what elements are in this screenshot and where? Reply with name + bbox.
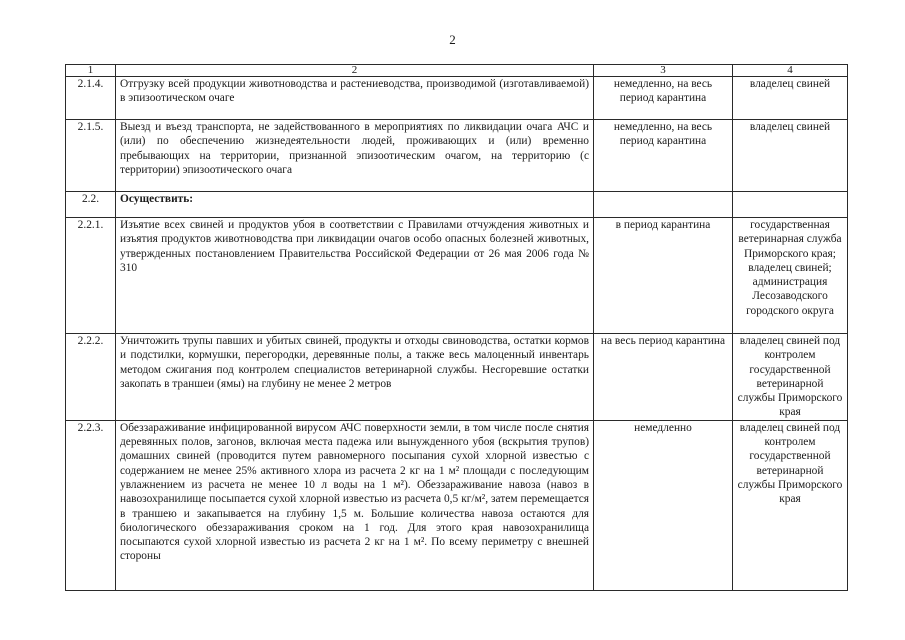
measure-text: Уничтожить трупы павших и убитых свиней, продукты и отходы свиноводства, остатки кормов и подстилки, кормушки, перегородки, деревянные полы, а также весь малоценный инвентарь методом сжигания под контролем специалистов ветеринарной службы. Несгоревшие остатки закопать в траншеи (ямы) на глубину не менее 2 метров [116, 334, 594, 421]
item-number: 2.1.4. [66, 77, 116, 120]
responsible: владелец свиней под контролем государственной ветеринарной службы Приморского края [733, 420, 848, 590]
table-header-row [66, 65, 848, 77]
table-row [66, 77, 848, 120]
measure-text: Изъятие всех свиней и продуктов убоя в соответствии с Правилами отчуждения животных и изъятия продуктов животноводства при ликвидации очагов особо опасных болезней животных, утвержденных постановлением Правительства Российской Федерации от 26 мая 2006 года № 310 [116, 218, 594, 334]
column-header-1: 1 [66, 65, 116, 77]
deadline [594, 192, 733, 218]
item-number: 2.2.2. [66, 334, 116, 421]
deadline: в период карантина [594, 218, 733, 334]
table-row [66, 120, 848, 192]
responsible [733, 192, 848, 218]
page-number: 2 [449, 32, 456, 47]
responsible: владелец свиней [733, 77, 848, 120]
table-row [66, 420, 848, 590]
measure-text: Обеззараживание инфицированной вирусом АЧС поверхности земли, в том числе после снятия деревянных полов, загонов, включая места падежа или вынужденного убоя (вскрытия трупов) домашних свиней (проводится путем равномерного посыпания сухой хлорной известью с содержанием не менее 25% активного хлора из расчета 2 кг на 1 м² площади с последующим увлажнением из расчета не менее 10 л воды на 1 м²). Обеззараживание навоза (навоз в навозохранилище посыпается сухой хлорной известью из расчета 0,5 кг/м², затем перемещается в траншею и закапывается на глубину 1,5 м. Большие количества навоза остаются для биологического обеззараживания сроком на 1 год. Для этого края навозохранилища посыпаются сухой хлорной известью из расчета 2 кг на 1 м². По всему периметру с внешней стороны [116, 420, 594, 590]
deadline: немедленно, на весь период карантина [594, 120, 733, 192]
section-heading: Осуществить: [116, 192, 594, 218]
column-header-2: 2 [116, 65, 594, 77]
table-row [66, 192, 848, 218]
deadline: на весь период карантина [594, 334, 733, 421]
measures-table [65, 64, 848, 591]
responsible: владелец свиней под контролем государственной ветеринарной службы Приморского края [733, 334, 848, 421]
measure-text: Выезд и въезд транспорта, не задействованного в мероприятиях по ликвидации очага АЧС и (или) по обеспечению жизнедеятельности людей, проживающих и (или) временно пребывающих на территории, признанной эпизоотическим очагом, на территорию (с территории) эпизоотического очага [116, 120, 594, 192]
measure-text: Отгрузку всей продукции животноводства и растениеводства, производимой (изготавливаемой) в эпизоотическом очаге [116, 77, 594, 120]
item-number: 2.1.5. [66, 120, 116, 192]
deadline: немедленно, на весь период карантина [594, 77, 733, 120]
item-number: 2.2.1. [66, 218, 116, 334]
responsible: владелец свиней [733, 120, 848, 192]
table-row [66, 334, 848, 421]
deadline: немедленно [594, 420, 733, 590]
item-number: 2.2.3. [66, 420, 116, 590]
column-header-3: 3 [594, 65, 733, 77]
column-header-4: 4 [733, 65, 848, 77]
item-number: 2.2. [66, 192, 116, 218]
table-row [66, 218, 848, 334]
responsible: государственная ветеринарная служба Приморского края; владелец свиней; администрация Лесозаводского городского округа [733, 218, 848, 334]
